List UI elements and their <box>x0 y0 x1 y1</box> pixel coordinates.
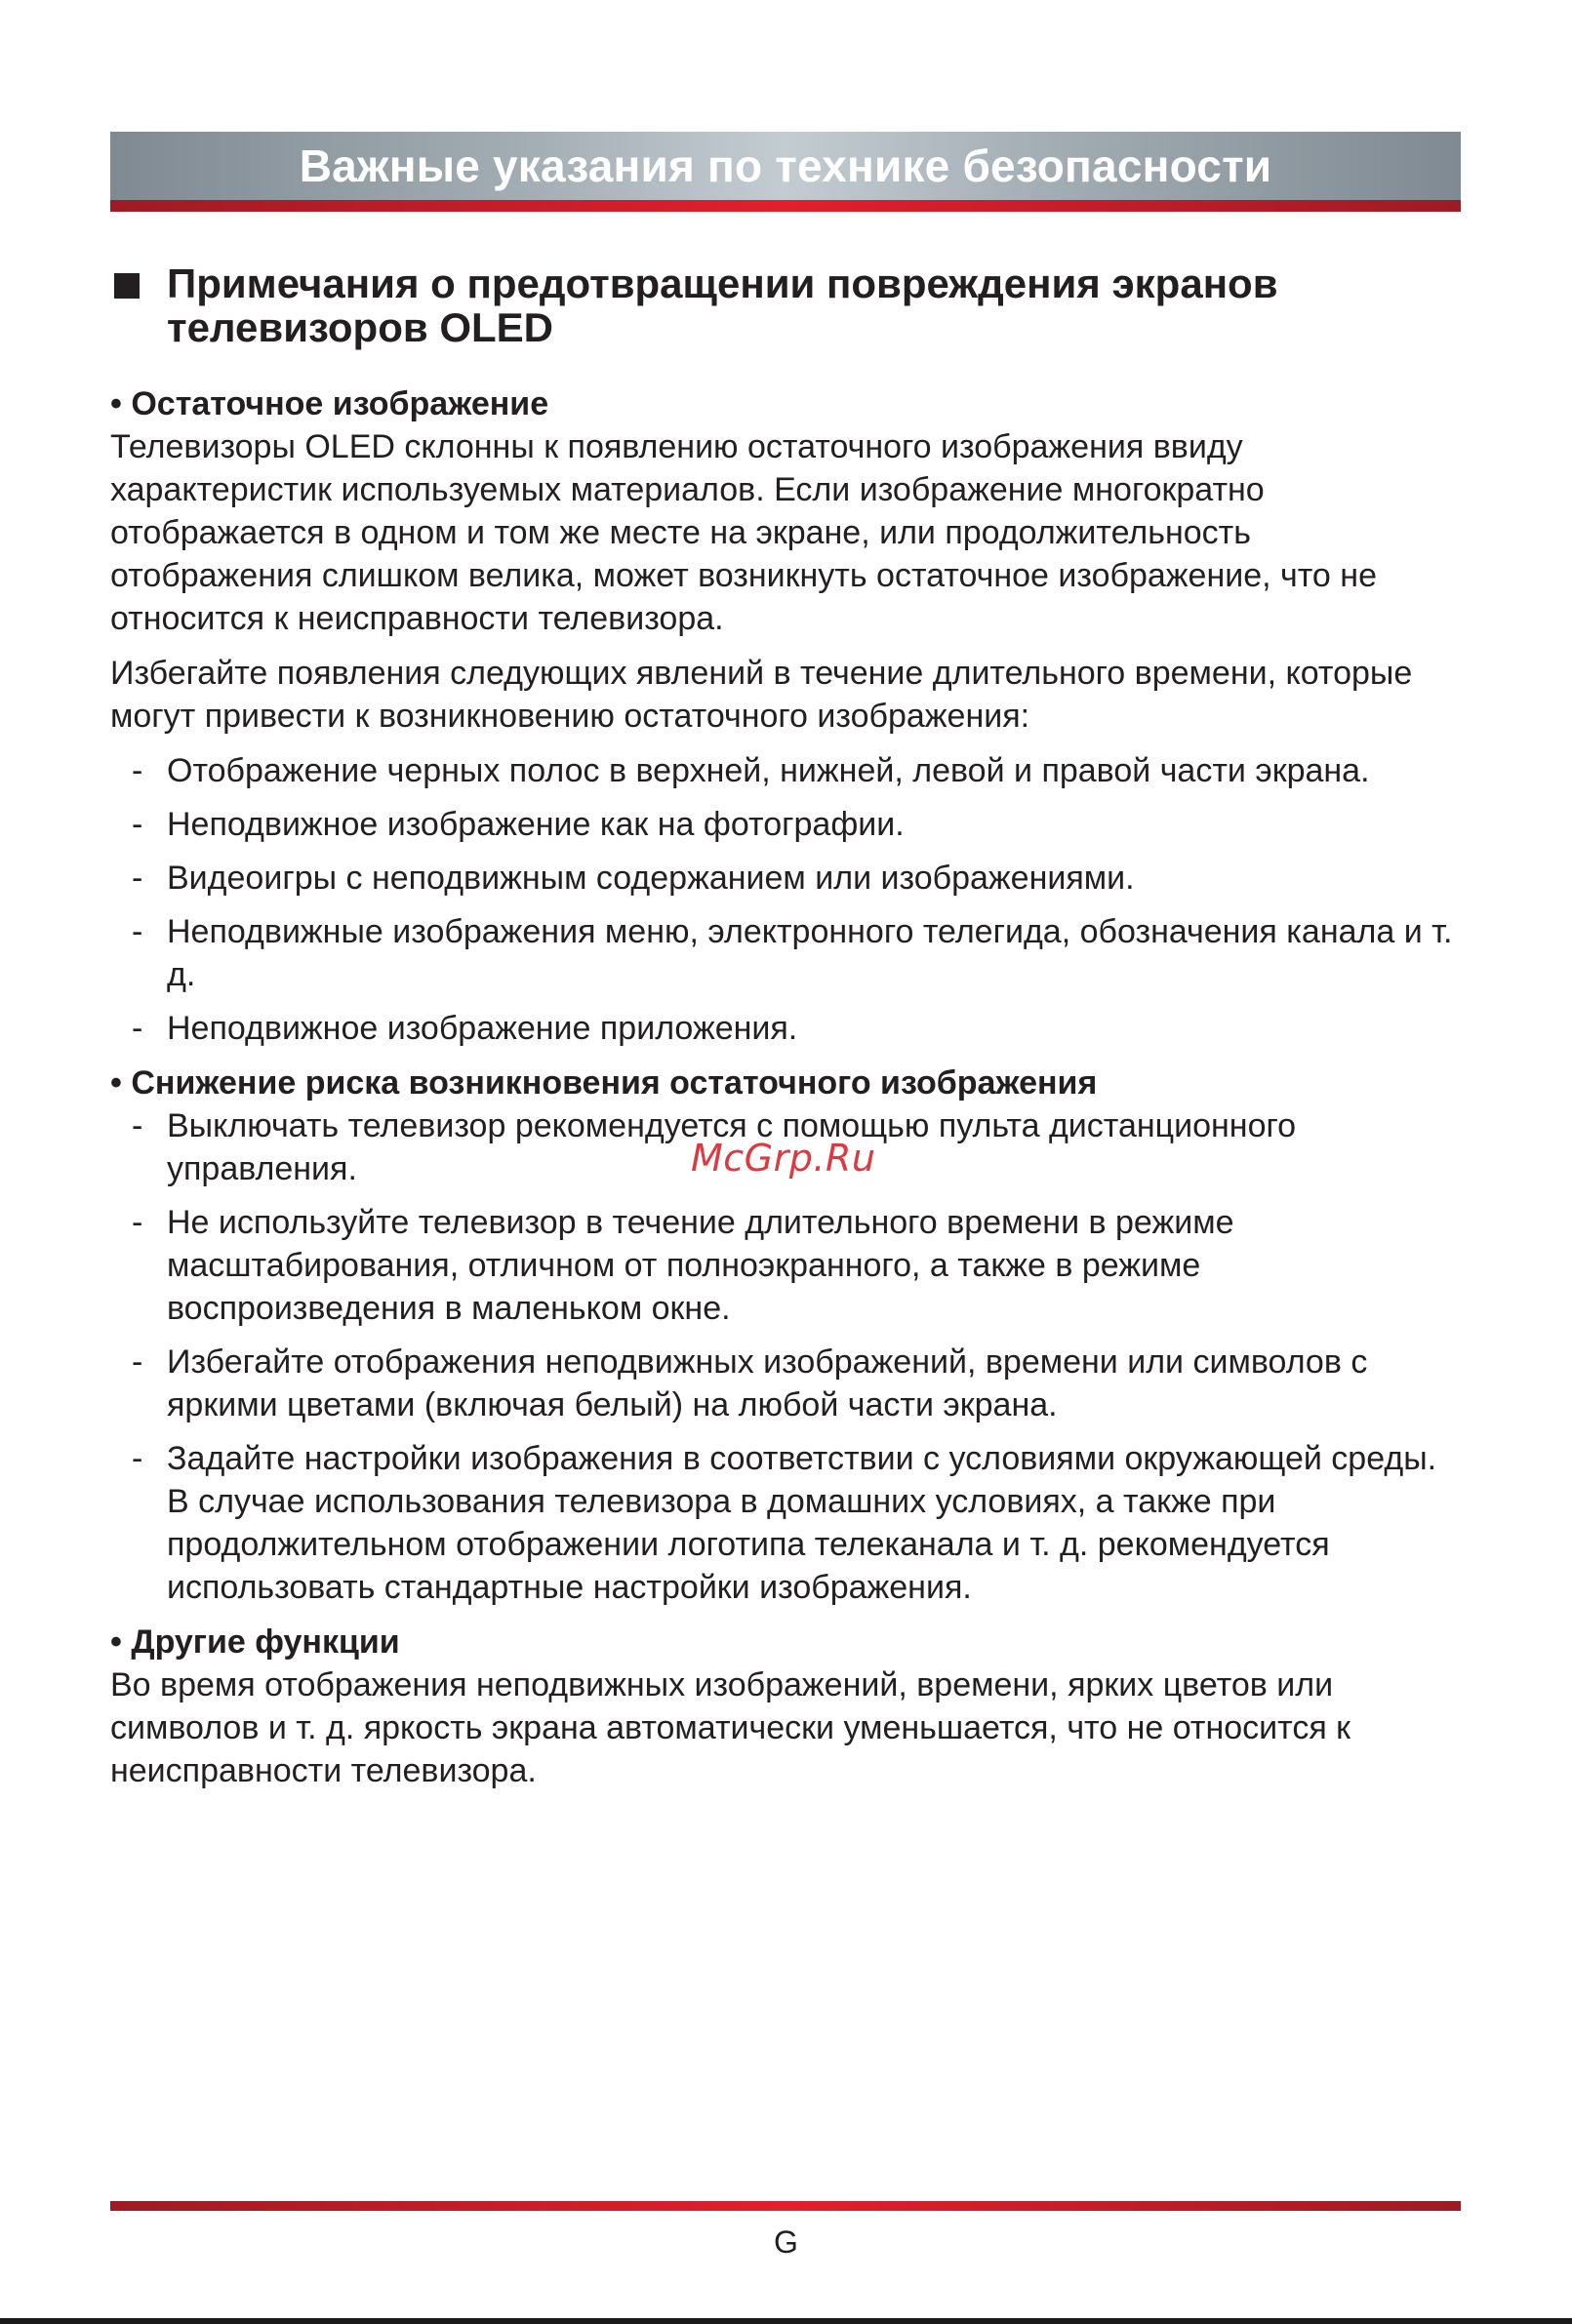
list-item <box>110 1201 1461 1330</box>
dash-bullet-icon: - <box>132 1107 143 1144</box>
residual-image-list <box>110 749 1461 1050</box>
residual-image-paragraph-1: Телевизоры OLED склонны к появлению остаточного изображения ввиду характеристик используемых материалов. Если изображение многократно отображается в одном и том же месте на экране, или продолжительность отображения слишком велика, может возникнуть остаточное изображение, что не относится к неисправности телевизора. <box>110 428 1377 637</box>
list-item-text: Не используйте телевизор в течение длительного времени в режиме масштабирования, отличном от полноэкранного, а также в режиме воспроизведения в маленьком окне. <box>167 1204 1234 1327</box>
dash-bullet-icon: - <box>132 1204 143 1241</box>
banner-title: Важные указания по технике безопасности <box>299 140 1272 191</box>
square-bullet-icon <box>114 273 140 299</box>
section-banner <box>110 132 1461 212</box>
list-item <box>110 749 1461 792</box>
page-bottom-edge <box>0 2318 1572 2324</box>
list-item <box>110 1341 1461 1426</box>
list-item-text: Задайте настройки изображения в соответствии с условиями окружающей среды. В случае использования телевизора в домашних условиях, а также при продолжительном отображении логотипа телеканала и т. д. рекомендуется использовать стандартные настройки изображения. <box>167 1440 1437 1606</box>
dash-bullet-icon: - <box>132 1010 143 1047</box>
other-functions-paragraph: Во время отображения неподвижных изображений, времени, ярких цветов или символов и т. д. яркость экрана автоматически уменьшается, что не относится к неисправности телевизора. <box>110 1666 1351 1789</box>
dash-bullet-icon: - <box>132 913 143 950</box>
list-item <box>110 1007 1461 1050</box>
list-item-text: Видеоигры с неподвижным содержанием или изображениями. <box>167 860 1135 897</box>
risk-reduction-list <box>110 1104 1461 1609</box>
section-heading-text: Примечания о предотвращении повреждения экранов телевизоров OLED <box>167 260 1278 350</box>
list-item-text: Неподвижное изображение как на фотографии. <box>167 806 905 843</box>
page-number: G <box>774 2224 798 2260</box>
list-item-text: Избегайте отображения неподвижных изображений, времени или символов с яркими цветами (включая белый) на любой части экрана. <box>167 1343 1368 1423</box>
dash-bullet-icon: - <box>132 1343 143 1381</box>
watermark-text: McGrp.Ru <box>691 1137 876 1180</box>
list-item-text: Неподвижное изображение приложения. <box>167 1010 798 1047</box>
list-item <box>110 857 1461 900</box>
list-item-text: Выключать телевизор рекомендуется с помощью пульта дистанционного управления. <box>167 1107 1297 1187</box>
document-body <box>110 382 1461 1804</box>
dash-bullet-icon: - <box>132 752 143 789</box>
dash-bullet-icon: - <box>132 1440 143 1477</box>
footer-red-rule <box>110 2201 1461 2211</box>
dash-bullet-icon: - <box>132 860 143 897</box>
dash-bullet-icon: - <box>132 806 143 843</box>
residual-image-paragraph-2: Избегайте появления следующих явлений в течение длительного времени, которые могут привести к возникновению остаточного изображения: <box>110 655 1413 735</box>
subheading-risk-reduction: • Снижение риска возникновения остаточного изображения <box>110 1064 1098 1102</box>
list-item <box>110 1437 1461 1609</box>
banner-red-stripe <box>110 200 1461 212</box>
list-item <box>110 910 1461 996</box>
list-item-text: Отображение черных полос в верхней, нижней, левой и правой части экрана. <box>167 752 1370 789</box>
list-item <box>110 803 1461 846</box>
list-item-text: Неподвижные изображения меню, электронного телегида, обозначения канала и т. д. <box>167 913 1453 993</box>
subheading-other-functions: • Другие функции <box>110 1623 400 1661</box>
subheading-residual-image: • Остаточное изображение <box>110 385 549 422</box>
